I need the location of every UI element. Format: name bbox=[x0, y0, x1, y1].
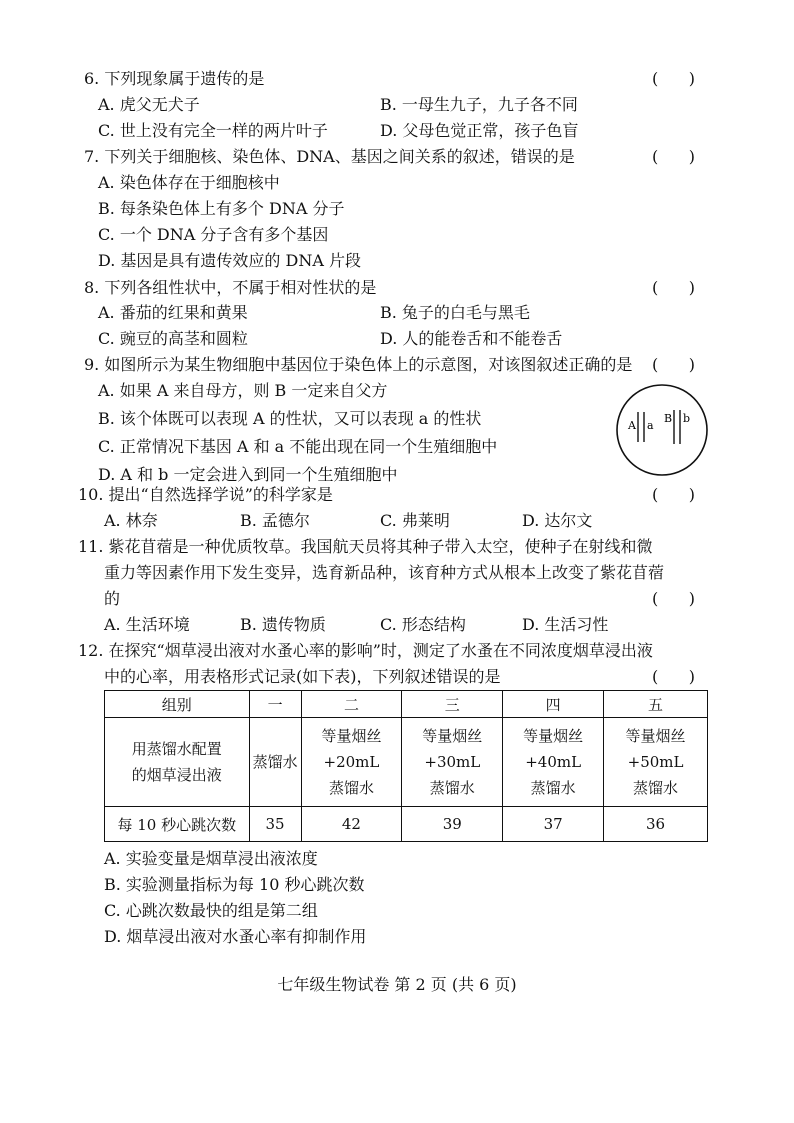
q11-stem-line-3: 的 bbox=[104, 589, 121, 608]
cell-line: 等量烟丝 bbox=[422, 727, 483, 745]
cell-line: 蒸馏水 bbox=[328, 779, 374, 797]
q12-option-d: D. 烟草浸出液对水蚤心率有抑制作用 bbox=[104, 927, 367, 946]
cell-line: 等量烟丝 bbox=[321, 727, 382, 745]
q11-option-a: A. 生活环境 bbox=[104, 615, 190, 634]
q12-option-a: A. 实验变量是烟草浸出液浓度 bbox=[104, 849, 318, 868]
q9-option-b: B. 该个体既可以表现 A 的性状，又可以表现 a 的性状 bbox=[98, 409, 482, 428]
q11-answer-paren: ( ) bbox=[652, 589, 695, 608]
table-row-solution bbox=[105, 718, 708, 807]
q7-option-b: B. 每条染色体上有多个 DNA 分子 bbox=[98, 199, 345, 218]
q11-stem-line-1: 11. 紫花苜蓿是一种优质牧草。我国航天员将其种子带入太空，使种子在射线和微 bbox=[78, 537, 653, 556]
q7-option-c: C. 一个 DNA 分子含有多个基因 bbox=[98, 225, 329, 244]
cell-line: +40mL bbox=[525, 753, 582, 771]
experiment-table bbox=[104, 690, 708, 842]
table-header-row bbox=[105, 691, 708, 718]
q9-option-d: D. A 和 b 一定会进入到同一个生殖细胞中 bbox=[98, 465, 398, 484]
q6-option-b: B. 一母生九子，九子各不同 bbox=[380, 95, 578, 114]
heartbeat-group-2: 42 bbox=[301, 807, 402, 842]
q8-option-c: C. 豌豆的高茎和圆粒 bbox=[98, 329, 248, 348]
heartbeat-group-5: 36 bbox=[604, 807, 708, 842]
header-group-3: 三 bbox=[402, 691, 503, 718]
cell-line: +30mL bbox=[424, 753, 481, 771]
q9-option-a: A. 如果 A 来自母方，则 B 一定来自父方 bbox=[98, 381, 388, 400]
header-group-5: 五 bbox=[604, 691, 708, 718]
q11-option-b: B. 遗传物质 bbox=[240, 615, 326, 634]
q7-answer-paren: ( ) bbox=[652, 147, 695, 166]
q12-stem-line-1: 12. 在探究“烟草浸出液对水蚤心率的影响”时，测定了水蚤在不同浓度烟草浸出液 bbox=[78, 641, 653, 660]
chromosome-diagram bbox=[614, 382, 710, 478]
q6-stem: 6. 下列现象属于遗传的是 bbox=[84, 69, 265, 88]
page-footer: 七年级生物试卷 第 2 页 (共 6 页) bbox=[277, 975, 517, 994]
gene-label-a: a bbox=[647, 419, 654, 432]
cell-group-4 bbox=[503, 718, 604, 807]
cell-group-2 bbox=[301, 718, 402, 807]
row-label-line: 的烟草浸出液 bbox=[131, 766, 222, 784]
q6-option-d: D. 父母色觉正常，孩子色盲 bbox=[380, 121, 579, 140]
q6-option-c: C. 世上没有完全一样的两片叶子 bbox=[98, 121, 328, 140]
q11-stem-line-2: 重力等因素作用下发生变异，选育新品种，该育种方式从根本上改变了紫花苜蓿 bbox=[104, 563, 665, 582]
q8-option-b: B. 兔子的白毛与黑毛 bbox=[380, 303, 530, 322]
q10-option-a: A. 林奈 bbox=[104, 511, 158, 530]
header-group-label: 组别 bbox=[105, 691, 250, 718]
q11-option-d: D. 生活习性 bbox=[522, 615, 609, 634]
q7-option-d: D. 基因是具有遗传效应的 DNA 片段 bbox=[98, 251, 361, 270]
q10-option-c: C. 弗莱明 bbox=[380, 511, 450, 530]
cell-group-1: 蒸馏水 bbox=[249, 718, 301, 807]
heartbeat-group-4: 37 bbox=[503, 807, 604, 842]
row-label-solution bbox=[105, 718, 250, 807]
cell-line: 蒸馏水 bbox=[633, 779, 679, 797]
cell-group-3 bbox=[402, 718, 503, 807]
q10-option-d: D. 达尔文 bbox=[522, 511, 593, 530]
cell-line: 等量烟丝 bbox=[523, 727, 584, 745]
gene-label-b: b bbox=[683, 412, 691, 425]
q9-stem: 9. 如图所示为某生物细胞中基因位于染色体上的示意图，对该图叙述正确的是 bbox=[84, 355, 633, 374]
header-group-2: 二 bbox=[301, 691, 402, 718]
q11-option-c: C. 形态结构 bbox=[380, 615, 466, 634]
q8-option-d: D. 人的能卷舌和不能卷舌 bbox=[380, 329, 563, 348]
q9-answer-paren: ( ) bbox=[652, 355, 695, 374]
q10-option-b: B. 孟德尔 bbox=[240, 511, 310, 530]
header-group-4: 四 bbox=[503, 691, 604, 718]
cell-line: 蒸馏水 bbox=[530, 779, 576, 797]
gene-label-B: B bbox=[664, 412, 673, 425]
q8-option-a: A. 番茄的红果和黄果 bbox=[98, 303, 248, 322]
q6-answer-paren: ( ) bbox=[652, 69, 695, 88]
header-group-1: 一 bbox=[249, 691, 301, 718]
cell-group-5 bbox=[604, 718, 708, 807]
q8-answer-paren: ( ) bbox=[652, 278, 695, 297]
heartbeat-group-1: 35 bbox=[249, 807, 301, 842]
table-row-heartbeat bbox=[105, 807, 708, 842]
cell-line: 蒸馏水 bbox=[429, 779, 475, 797]
cell-line: 等量烟丝 bbox=[625, 727, 686, 745]
q12-option-b: B. 实验测量指标为每 10 秒心跳次数 bbox=[104, 875, 365, 894]
gene-label-A: A bbox=[628, 419, 636, 432]
cell-line: +50mL bbox=[627, 753, 684, 771]
row-label-heartbeat: 每 10 秒心跳次数 bbox=[105, 807, 250, 842]
q12-stem-line-2: 中的心率，用表格形式记录(如下表)，下列叙述错误的是 bbox=[104, 667, 501, 686]
q7-stem: 7. 下列关于细胞核、染色体、DNA、基因之间关系的叙述，错误的是 bbox=[84, 147, 575, 166]
q10-stem: 10. 提出“自然选择学说”的科学家是 bbox=[78, 485, 333, 504]
q12-option-c: C. 心跳次数最快的组是第二组 bbox=[104, 901, 318, 920]
q10-answer-paren: ( ) bbox=[652, 485, 695, 504]
q8-stem: 8. 下列各组性状中，不属于相对性状的是 bbox=[84, 278, 377, 297]
row-label-line: 用蒸馏水配置 bbox=[131, 740, 222, 758]
q12-answer-paren: ( ) bbox=[652, 667, 695, 686]
cell-line: +20mL bbox=[323, 753, 380, 771]
q9-option-c: C. 正常情况下基因 A 和 a 不能出现在同一个生殖细胞中 bbox=[98, 437, 498, 456]
q6-option-a: A. 虎父无犬子 bbox=[98, 95, 200, 114]
heartbeat-group-3: 39 bbox=[402, 807, 503, 842]
q7-option-a: A. 染色体存在于细胞核中 bbox=[98, 173, 280, 192]
